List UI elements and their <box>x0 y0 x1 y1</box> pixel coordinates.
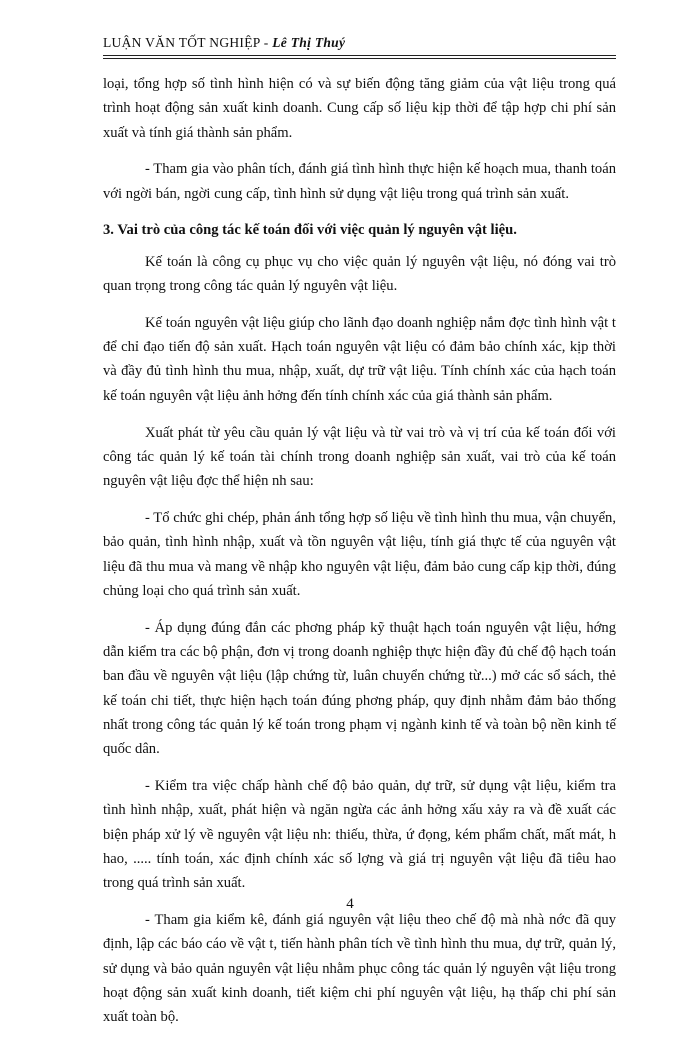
paragraph: - Tham gia vào phân tích, đánh giá tình hình thực hiện kế hoạch mua, thanh toán với ngời bán, ngời cung cấp, tình hình sử dụng vật liệu trong quá trình sản xuất. <box>103 161 616 202</box>
section-heading: 3. Vai trò của công tác kế toán đối với việc quản lý nguyên vật liệu. <box>103 222 517 239</box>
page-header <box>103 35 613 51</box>
paragraph: loại, tổng hợp số tình hình hiện có và sự biến động tăng giảm của vật liệu trong quá trình hoạt động sản xuất kinh doanh. Cung cấp số liệu kịp thời để tập hợp chi phí sản xuất và tính giá thành sản phẩm. <box>103 76 616 141</box>
page-number: 4 <box>346 896 354 912</box>
header-author: Lê Thị Thuý <box>272 35 346 50</box>
paragraph: Kế toán là công cụ phục vụ cho việc quản lý nguyên vật liệu, nó đóng vai trò quan trọng trong công tác quản lý nguyên vật liệu. <box>103 253 616 295</box>
paragraph: - Áp dụng đúng đắn các phơng pháp kỹ thuật hạch toán nguyên vật liệu, hớng dẫn kiểm tra các bộ phận, đơn vị trong doanh nghiệp thực hiện đầy đủ chế độ hạch toán ban đầu về nguyên vật liệu (lập chứng từ, luân chuyển chứng từ...) mở các sổ sách, thẻ kế toán chi tiết, thực hiện hạch toán đúng phơng pháp, quy định nhằm đảm bảo thống nhất trong công tác quản lý kế toán trong phạm vị ngành kinh tế và toàn bộ nền kinh tế quốc dân. <box>103 619 616 758</box>
paragraph: Kế toán nguyên vật liệu giúp cho lãnh đạo doanh nghiệp nắm đợc tình hình vật t để chỉ đạo tiến độ sản xuất. Hạch toán nguyên vật liệu có đảm bảo chính xác, kịp thời và đầy đủ tình hình thu mua, nhập, xuất, dự trữ vật liệu. Tính chính xác của hạch toán kế toán nguyên vật liệu ảnh hởng đến tính chính xác của giá thành sản phẩm. <box>103 314 616 404</box>
paragraph: Xuất phát từ yêu cầu quản lý vật liệu và từ vai trò và vị trí của kế toán đối với công tác quản lý kế toán tài chính trong doanh nghiệp sản xuất, vai trò của kế toán nguyên vật liệu đợc thể hiện nh sau: <box>103 424 616 490</box>
paragraph: - Tham gia kiểm kê, đánh giá nguyên vật liệu theo chế độ mà nhà nớc đã quy định, lập các báo cáo về vật t, tiến hành phân tích về tình hình thu mua, dự trữ, quản lý, sử dụng và bảo quản nguyên vật liệu nhằm phục công tác quản lý nguyên vật liệu trong hoạt động sản xuất kinh doanh, tiết kiệm chi phí nguyên vật liệu, hạ thấp chi phí sản xuất toàn bộ. <box>103 911 616 1026</box>
paragraph: - Tổ chức ghi chép, phản ánh tổng hợp số liệu về tình hình thu mua, vận chuyển, bảo quản, tình hình nhập, xuất và tồn nguyên vật liệu, tính giá thực tế của nguyên vật liệu đã thu mua và mang về nhập kho nguyên vật liệu, đảm bảo cung cấp kịp thời, đúng chủng loại cho quá trình sản xuất. <box>103 509 616 599</box>
header-rule <box>103 55 616 59</box>
paragraph: - Kiểm tra việc chấp hành chế độ bảo quản, dự trữ, sử dụng vật liệu, kiểm tra tình hình nhập, xuất, phát hiện và ngăn ngừa các ảnh hởng xấu xảy ra và đề xuất các biện pháp xử lý về nguyên vật liệu nh: thiếu, thừa, ứ đọng, kém phẩm chất, mất mát, h hao, ..... tính toán, xác định chính xác số lợng và giá trị nguyên vật liệu đã tiêu hao trong quá trình sản xuất. <box>103 777 616 892</box>
header-title: LUẬN VĂN TỐT NGHIỆP - <box>103 35 273 50</box>
